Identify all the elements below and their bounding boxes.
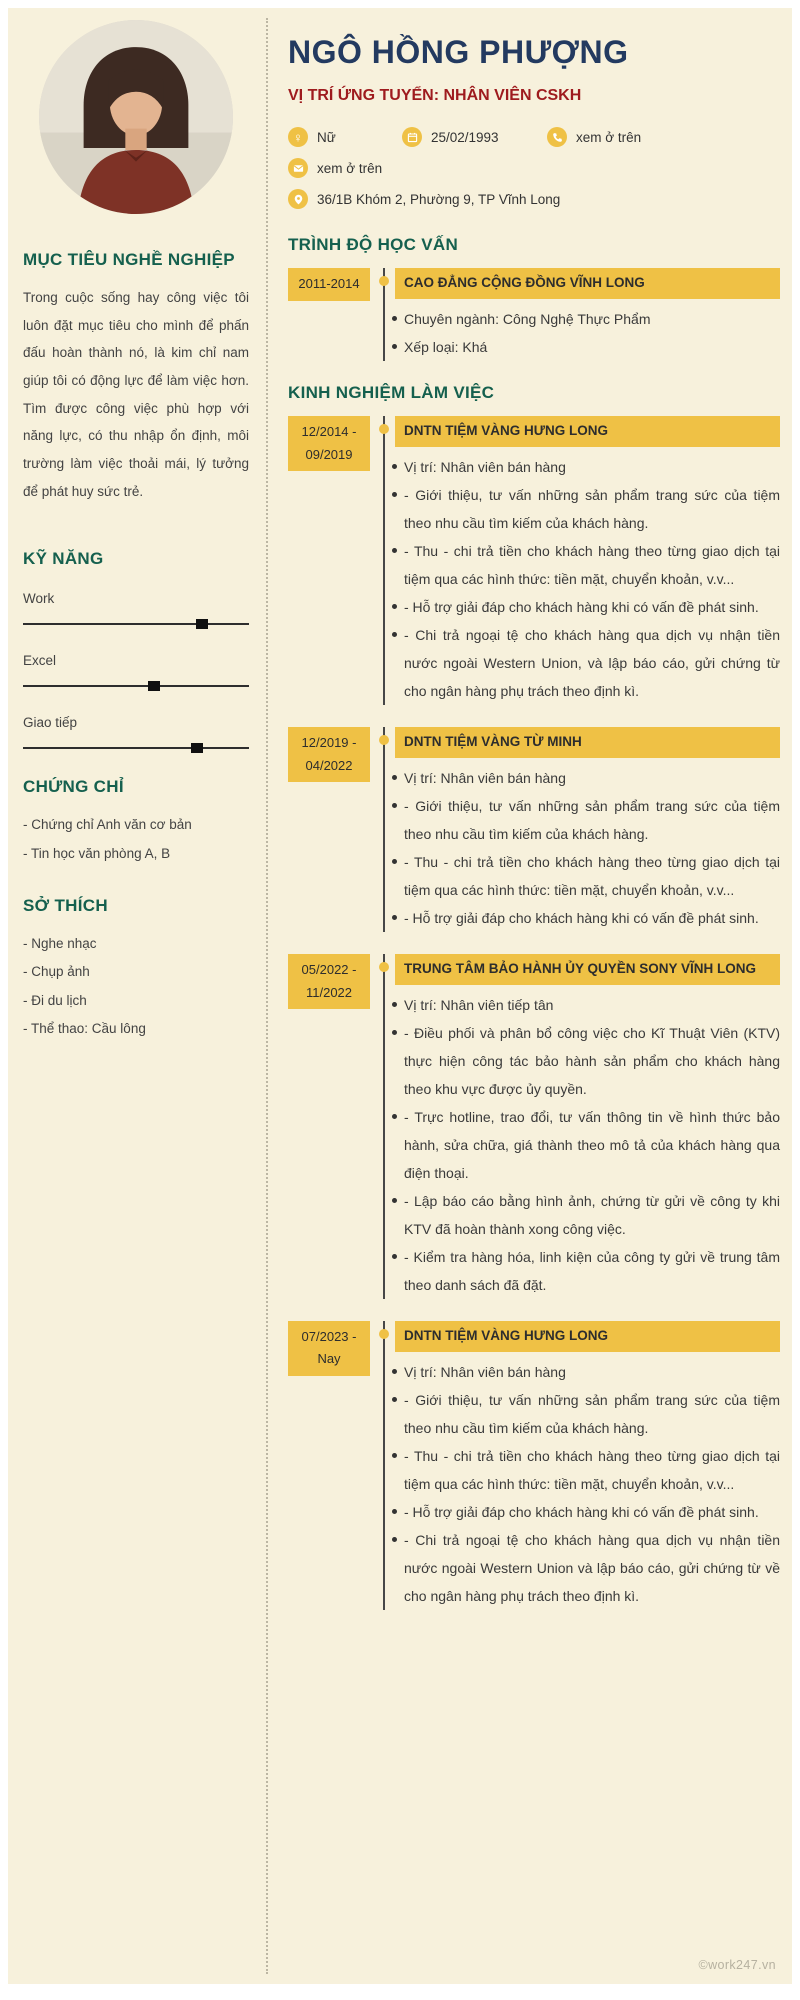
hobby-item: - Nghe nhạc (23, 936, 97, 952)
skill-handle[interactable] (196, 619, 208, 629)
date-range (288, 954, 370, 1010)
detail-item: Xếp loại: Khá (395, 333, 780, 361)
skills-section (23, 549, 249, 749)
date-range (288, 416, 370, 472)
education-title: TRÌNH ĐỘ HỌC VẤN (288, 235, 459, 254)
sidebar (8, 8, 266, 1984)
phone-icon (547, 127, 567, 147)
education-entry (288, 268, 780, 361)
timeline-dot (379, 962, 389, 972)
experience-entry (288, 1321, 780, 1610)
experience-details (385, 764, 780, 932)
education-entry-body (383, 268, 780, 361)
skills-title: KỸ NĂNG (23, 549, 104, 569)
main-column (267, 8, 792, 1984)
skill-handle[interactable] (191, 743, 203, 753)
skill-row (23, 591, 249, 625)
date-range-line1: 07/2023 - (301, 1328, 357, 1344)
detail-item: - Giới thiệu, tư vấn những sản phẩm trang sức của tiệm theo nhu cầu tìm kiếm của khách hàng. (395, 792, 780, 848)
detail-item: - Chi trả ngoại tệ cho khách hàng qua dịch vụ nhận tiền nước ngoài Western Union và lập báo cáo, gửi chứng từ về cho ngân hàng phụ trách theo định kì. (395, 1526, 780, 1610)
hobbies-section (23, 896, 249, 1043)
applied-position: VỊ TRÍ ỨNG TUYỂN: NHÂN VIÊN CSKH (288, 87, 582, 104)
date-range-text: 2011-2014 (298, 276, 360, 291)
contact-gender-text: Nữ (317, 129, 336, 145)
detail-item: - Điều phối và phân bổ công việc cho Kĩ Thuật Viên (KTV) thực hiện công tác bảo hành sản phẩm cho khách hàng theo khu vực được ủy quyền. (395, 1019, 780, 1103)
contact-birthday-text: 25/02/1993 (431, 129, 499, 145)
detail-item: - Giới thiệu, tư vấn những sản phẩm trang sức của tiệm theo nhu cầu tìm kiếm của khách hàng. (395, 1386, 780, 1442)
date-range-line1: 12/2014 - (301, 423, 357, 439)
gender-icon: ♀ (288, 127, 308, 147)
objective-section (23, 250, 249, 505)
experience-entry (288, 954, 780, 1299)
timeline-dot (379, 1329, 389, 1339)
detail-item: - Thu - chi trả tiền cho khách hàng theo từng giao dịch tại tiệm qua các hình thức: tiền mặt, chuyển khoản, v.v... (395, 1442, 780, 1498)
education-period (288, 268, 370, 361)
contact-birthday (402, 127, 517, 147)
certificates-section (23, 777, 249, 868)
experience-entry (288, 727, 780, 932)
contact-address (288, 189, 560, 209)
objective-text: Trong cuộc sống hay công việc tôi luôn đặt mục tiêu cho mình để phấn đấu hoàn thành nó, là kim chỉ nam giúp tôi có động lực để làm việc hơn. Tìm được công việc phù hợp với năng lực, có thu nhập ổn định, môi trường làm việc thoải mái, lý tưởng để phát huy sức trẻ. (23, 290, 249, 499)
detail-item: - Lập báo cáo bằng hình ảnh, chứng từ gửi về công ty khi KTV đã hoàn thành xong công việc. (395, 1187, 780, 1243)
detail-item: - Hỗ trợ giải đáp cho khách hàng khi có vấn đề phát sinh. (395, 1498, 780, 1526)
candidate-name: NGÔ HỒNG PHƯỢNG (288, 34, 629, 70)
hobby-item: - Chụp ảnh (23, 964, 90, 980)
date-range-line2: Nay (317, 1351, 341, 1367)
hobbies-title: SỞ THÍCH (23, 896, 108, 916)
date-range-line2: 11/2022 (305, 984, 353, 1000)
profile-photo (39, 20, 233, 214)
mail-icon (288, 158, 308, 178)
watermark: ©work247.vn (698, 1958, 776, 1972)
timeline-dot (379, 424, 389, 434)
experience-period (288, 727, 370, 932)
contact-row (288, 189, 780, 209)
date-range (288, 268, 370, 301)
contact-gender (288, 127, 372, 147)
detail-item: - Thu - chi trả tiền cho khách hàng theo từng giao dịch tại tiệm qua các hình thức: tiền mặt, chuyển khoản, v.v... (395, 848, 780, 904)
detail-item: Vị trí: Nhân viên tiếp tân (395, 991, 780, 1019)
date-range (288, 727, 370, 783)
contact-phone (547, 127, 641, 147)
skill-row (23, 715, 249, 749)
location-icon (288, 189, 308, 209)
skill-slider[interactable] (23, 685, 249, 687)
contact-info (288, 127, 780, 209)
contact-row (288, 158, 780, 178)
experience-period (288, 416, 370, 705)
profile-photo-illustration (39, 20, 233, 214)
experience-details (385, 1358, 780, 1610)
certificate-item: - Tin học văn phòng A, B (23, 845, 171, 861)
experience-entry-body (383, 954, 780, 1299)
objective-title: MỤC TIÊU NGHỀ NGHIỆP (23, 250, 235, 269)
date-range-line2: 09/2019 (305, 446, 353, 462)
detail-item: - Kiểm tra hàng hóa, linh kiện của công ty gửi về trung tâm theo danh sách đã đặt. (395, 1243, 780, 1299)
certificate-item: - Chứng chỉ Anh văn cơ bản (23, 817, 192, 833)
company-name: DNTN TIỆM VÀNG HƯNG LONG (395, 416, 780, 447)
contact-phone-text: xem ở trên (576, 129, 642, 145)
date-range-line2: 04/2022 (305, 757, 353, 773)
education-details (385, 305, 780, 361)
detail-item: - Thu - chi trả tiền cho khách hàng theo từng giao dịch tại tiệm qua các hình thức: tiền mặt, chuyển khoản, v.v... (395, 537, 780, 593)
experience-entry (288, 416, 780, 705)
hobby-item: - Đi du lịch (23, 992, 87, 1008)
company-name: DNTN TIỆM VÀNG TỪ MINH (395, 727, 780, 758)
birthday-icon (402, 127, 422, 147)
skill-label: Excel (23, 653, 57, 669)
hobby-item: - Thể thao: Cầu lông (23, 1021, 146, 1037)
company-name: TRUNG TÂM BẢO HÀNH ỦY QUYỀN SONY VĨNH LONG (395, 954, 780, 985)
experience-entry-body (383, 416, 780, 705)
detail-item: - Hỗ trợ giải đáp cho khách hàng khi có vấn đề phát sinh. (395, 904, 780, 932)
detail-item: - Trực hotline, trao đổi, tư vấn thông tin về hình thức bảo hành, sửa chữa, giá thành theo mô tả của khách hàng qua điện thoại. (395, 1103, 780, 1187)
detail-item: Vị trí: Nhân viên bán hàng (395, 453, 780, 481)
education-section (288, 235, 780, 361)
detail-item: - Hỗ trợ giải đáp cho khách hàng khi có vấn đề phát sinh. (395, 593, 780, 621)
experience-details (385, 453, 780, 705)
date-range-line1: 12/2019 - (301, 734, 357, 750)
timeline-dot (379, 735, 389, 745)
skill-handle[interactable] (148, 681, 160, 691)
detail-item: - Giới thiệu, tư vấn những sản phẩm trang sức của tiệm theo nhu cầu tìm kiếm của khách hàng. (395, 481, 780, 537)
timeline-dot (379, 276, 389, 286)
detail-item: - Chi trả ngoại tệ cho khách hàng qua dịch vụ nhận tiền nước ngoài Western Union, và lập báo cáo, gửi chứng từ cho ngân hàng phụ trách theo định kì. (395, 621, 780, 705)
experience-period (288, 1321, 370, 1610)
date-range (288, 1321, 370, 1377)
contact-email (288, 158, 382, 178)
experience-title: KINH NGHIỆM LÀM VIỆC (288, 382, 495, 402)
contact-address-text: 36/1B Khóm 2, Phường 9, TP Vĩnh Long (317, 191, 561, 207)
skill-label: Work (23, 591, 55, 607)
date-range-line1: 05/2022 - (301, 961, 357, 977)
detail-item: Vị trí: Nhân viên bán hàng (395, 1358, 780, 1386)
skill-slider[interactable] (23, 747, 249, 749)
experience-period (288, 954, 370, 1299)
cv-page (8, 8, 792, 1984)
detail-item: Chuyên ngành: Công Nghệ Thực Phẩm (395, 305, 780, 333)
experience-entry-body (383, 1321, 780, 1610)
company-name: DNTN TIỆM VÀNG HƯNG LONG (395, 1321, 780, 1352)
contact-email-text: xem ở trên (317, 160, 383, 176)
experience-details (385, 991, 780, 1299)
detail-item: Vị trí: Nhân viên bán hàng (395, 764, 780, 792)
school-name: CAO ĐẲNG CỘNG ĐỒNG VĨNH LONG (395, 268, 780, 299)
skill-label: Giao tiếp (23, 715, 78, 731)
experience-entry-body (383, 727, 780, 932)
experience-section (288, 383, 780, 1610)
skill-slider[interactable] (23, 623, 249, 625)
contact-row (288, 127, 780, 147)
skill-row (23, 653, 249, 687)
certificates-title: CHỨNG CHỈ (23, 777, 124, 797)
